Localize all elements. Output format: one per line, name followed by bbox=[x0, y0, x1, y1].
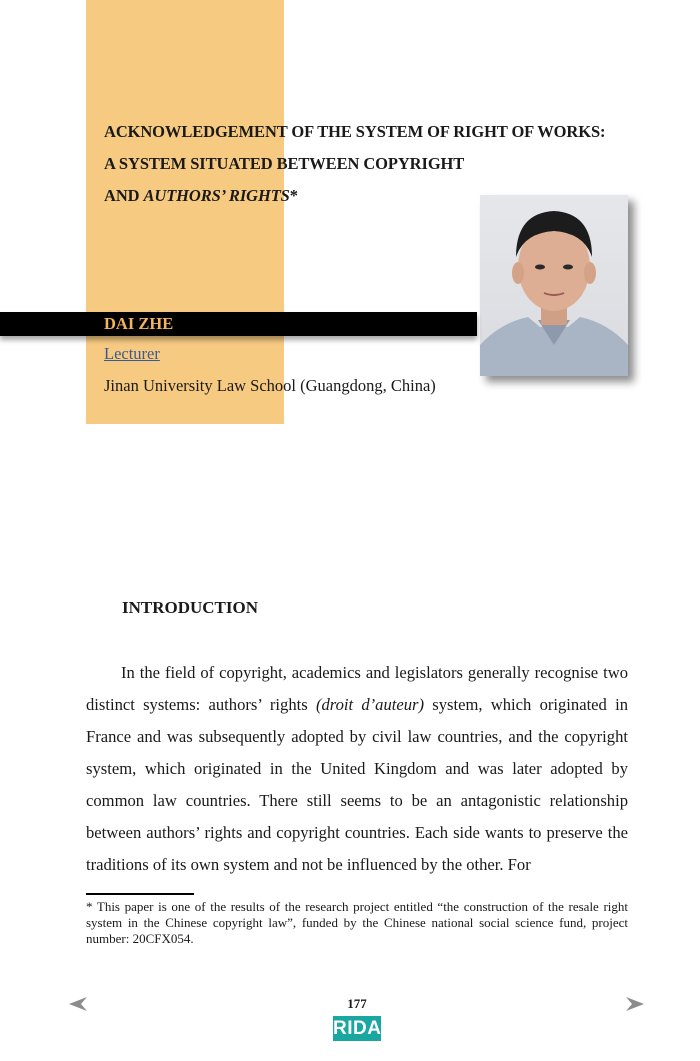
footnote-divider bbox=[86, 893, 194, 895]
body-text-part-2: system, which originated in France and was subsequently adopted by civil law countries, and the copyright system, which originated in the United Kingdom and was later adopted by common law countries. There still seems to be an antagonistic relationship between authors’ rights and copyright countries. Each side wants to preserve the traditions of its own system and not be influenced by the other. For bbox=[86, 695, 628, 874]
title-footnote-marker: * bbox=[289, 186, 298, 205]
title-line-3-prefix: AND bbox=[104, 186, 144, 205]
body-paragraph bbox=[86, 657, 628, 881]
body-text-italic: (droit d’auteur) bbox=[315, 695, 425, 714]
right-arrow-icon[interactable] bbox=[626, 996, 644, 1012]
author-affiliation: Jinan University Law School (Guangdong, China) bbox=[104, 376, 436, 395]
footnote: * This paper is one of the results of the research project entitled “the construction of the resale right system in the Chinese copyright law”, funded by the Chinese national social science fund, project number: 20CFX054. bbox=[86, 899, 628, 946]
body-text-part-1: In the field of copyright, academics and legislators generally recognise two distinct systems: authors’ rights bbox=[86, 663, 628, 714]
page-number: 177 bbox=[347, 996, 367, 1011]
author-photo bbox=[480, 195, 628, 376]
author-name: DAI ZHE bbox=[104, 314, 174, 333]
section-heading: INTRODUCTION bbox=[122, 598, 259, 617]
rida-logo: RIDA bbox=[333, 1018, 382, 1039]
author-role-link[interactable]: Lecturer bbox=[104, 344, 160, 363]
title-line-2: A SYSTEM SITUATED BETWEEN COPYRIGHT bbox=[104, 154, 465, 173]
left-arrow-icon[interactable] bbox=[69, 996, 87, 1012]
title-line-3-italic: AUTHORS’ RIGHTS bbox=[143, 186, 290, 205]
title-line-1: ACKNOWLEDGEMENT OF THE SYSTEM OF RIGHT OF WORKS: bbox=[104, 122, 606, 141]
author-name-bar bbox=[0, 312, 477, 336]
